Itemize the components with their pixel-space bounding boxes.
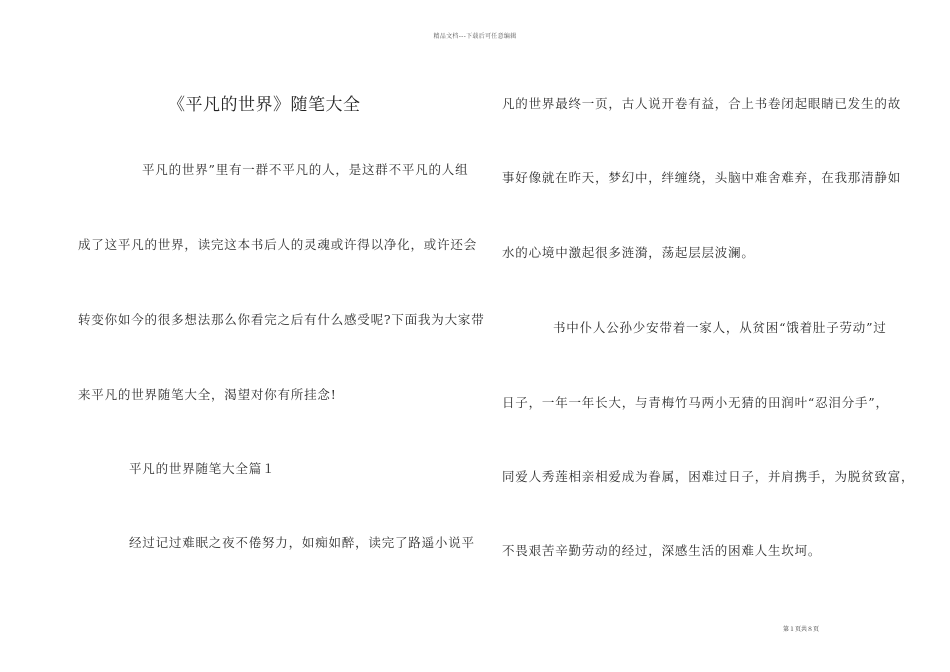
right-line-1: 凡的世界最终一页，古人说开卷有益，合上书卷闭起眼睛已发生的故 [502,96,902,111]
right-line-6: 同爱人秀莲相亲相爱成为眷属，困难过日子，并肩携手，为脱贫致富， [502,469,915,484]
left-line-1: 平凡的世界”里有一群不平凡的人，是这群不平凡的人组 [142,162,469,177]
right-line-5: 日子，一年一年长大，与青梅竹马两小无猜的田润叶“忍泪分手”， [502,395,889,410]
left-line-2: 成了这平凡的世界，读完这本书后人的灵魂或许得以净化，或许还会 [78,237,478,252]
page-number: 第１页共８页 [783,626,820,633]
left-line-3: 转变你如今的很多想法那么你看完之后有什么感受呢?下面我为大家带 [78,312,485,327]
right-line-3: 水的心境中激起很多涟漪，荡起层层波澜。 [502,245,755,260]
left-line-4: 来平凡的世界随笔大全，渴望对你有所挂念! [78,387,337,402]
right-line-7: 不畏艰苦辛勤劳动的经过，深感生活的困难人生坎坷。 [502,543,822,558]
section-heading: 平凡的世界随笔大全篇１ [129,461,276,476]
right-line-2: 事好像就在昨天，梦幻中，绊缠绕，头脑中难舍难弃，在我那清静如 [502,170,902,185]
header-note: 精品文档---下载后可任意编辑 [433,33,517,40]
right-line-4: 书中仆人公孙少安带着一家人，从贫困“饿着肚子劳动”过 [553,320,887,335]
document-title: 《平凡的世界》随笔大全 [168,95,361,115]
left-line-6: 经过记过难眠之夜不倦努力，如痴如醉，读完了路遥小说平 [129,535,475,550]
